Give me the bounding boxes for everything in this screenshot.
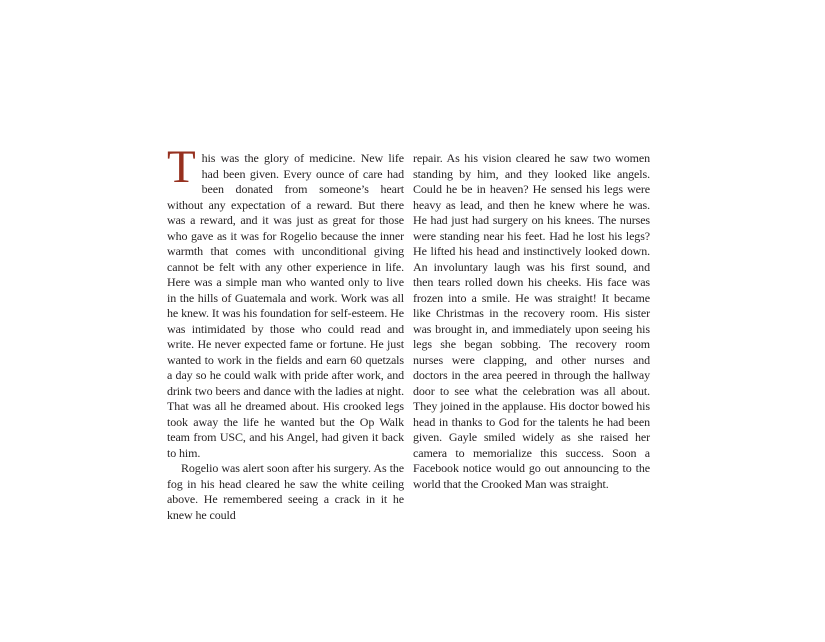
paragraph-1 [167,141,404,461]
paragraph-1-text: his was the glory of medicine. New life had been given. Every ounce of care had been donated from someone’s heart without any expectation of a reward. But there was a reward, and it was just as great for those who gave as it was for Rogelio because the inner warmth that comes with unconditional giving cannot be felt with any other experience in life. Here was a simple man who wanted only to live in the hills of Guatemala and work. Work was all he knew. It was his foundation for self-esteem. He was intimidated by those who could read and write. He never expected fame or fortune. He just wanted to work in the fields and earn 60 quetzals a day so he could walk with pride after work, and drink two beers and dance with the ladies at night. That was all he dreamed about. His crooked legs took away the life he wanted but the Op Walk team from USC, and his Angel, had given it back to him. [167,151,404,460]
text-column-left [167,141,404,523]
drop-cap: T [167,141,196,193]
text-column-right [413,151,650,523]
paragraph-2-start: Rogelio was alert soon after his surgery. As the fog in his head cleared he saw the white ceiling above. He remembered seeing a crack in it he knew he could [167,461,404,522]
text-block [167,141,650,523]
paragraph-2-continued: repair. As his vision cleared he saw two women standing by him, and they looked like angels. Could he be in heaven? He sensed his legs were heavy as lead, and then he knew where he was. He had just had surgery on his knees. The nurses were standing near his feet. Had he lost his legs? He lifted his head and instinctively looked down. An involuntary laugh was his first sound, and then tears rolled down his cheeks. His face was frozen into a smile. He was straight! It became like Christmas in the recovery room. His sister was brought in, and immediately upon seeing his legs she began sobbing. The recovery room nurses were clapping, and other nurses and doctors in the area peered in through the hallway door to see what the celebration was all about. They joined in the applause. His doctor bowed his head in thanks to God for the talents he had been given. Gayle smiled widely as she raised her camera to memorialize this success. Soon a Facebook notice would go out announcing to the world that the Crooked Man was straight. [413,151,650,491]
